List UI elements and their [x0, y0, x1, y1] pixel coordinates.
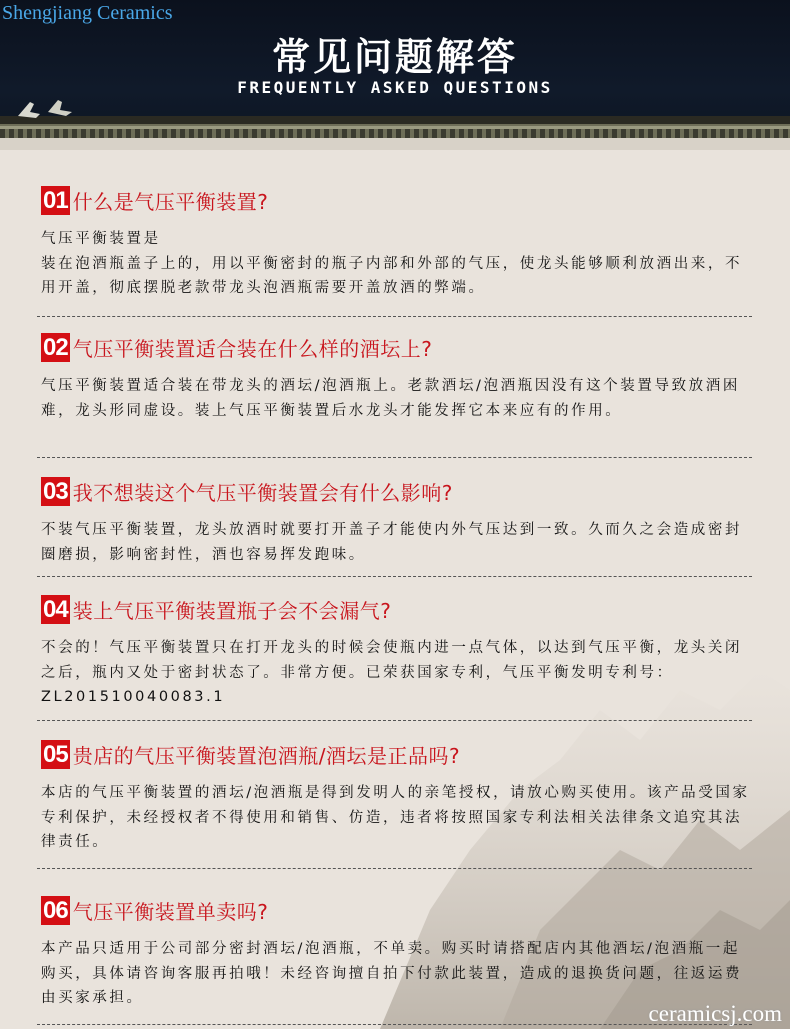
question-number-badge: 03 [43, 477, 68, 505]
answer-text: 本产品只适用于公司部分密封酒坛/泡酒瓶，不单卖。购买时请搭配店内其他酒坛/泡酒瓶一起购买，具体请咨询客服再拍哦！未经咨询擅自拍下付款此装置，造成的退换货问题，往返运费由买家承担。 [41, 941, 743, 1006]
roof-tile [153, 129, 158, 138]
roof-tile [504, 129, 509, 138]
answer-text: 不会的！气压平衡装置只在打开龙头的时候会使瓶内进一点气体，以达到气压平衡，龙头关闭之后，瓶内又处于密封状态了。非常方便。已荣获国家专利，气压平衡发明专利号：ZL201510040083.1 [41, 640, 743, 705]
roof-tile [567, 129, 572, 138]
roof-tile [747, 129, 752, 138]
roof-tile [540, 129, 545, 138]
roof-tile [603, 129, 608, 138]
roof-tile [612, 129, 617, 138]
answer-text: 本店的气压平衡装置的酒坛/泡酒瓶是得到发明人的亲笔授权，请放心购买使用。该产品受国家专利保护，未经授权者不得使用和销售、仿造，违者将按照国家专利法相关法律条文追究其法律责任。 [41, 785, 750, 850]
roof-tile [522, 129, 527, 138]
roof-tile [333, 129, 338, 138]
roof-tile [171, 129, 176, 138]
roof-tile [630, 129, 635, 138]
roof-tile [108, 129, 113, 138]
roof-tile [189, 129, 194, 138]
roof-tile [585, 129, 590, 138]
roof-tile [666, 129, 671, 138]
roof-tile [783, 129, 788, 138]
roof-tile [684, 129, 689, 138]
question-text: 气压平衡装置单卖吗? [72, 899, 269, 924]
answer-text: 气压平衡装置是 装在泡酒瓶盖子上的，用以平衡密封的瓶子内部和外部的气压，使龙头能够顺利放酒出来，不用开盖，彻底摆脱老款带龙头泡酒瓶需要开盖放酒的弊端。 [41, 231, 743, 296]
roof-tile [450, 129, 455, 138]
roof-tile [558, 129, 563, 138]
roof-tiles-decoration [0, 100, 790, 150]
roof-tile [774, 129, 779, 138]
answer-text: 不装气压平衡装置，龙头放酒时就要打开盖子才能使内外气压达到一致。久而久之会造成密封圈磨损，影响密封性，酒也容易挥发跑味。 [41, 522, 743, 563]
roof-tile [711, 129, 716, 138]
roof-tile [81, 129, 86, 138]
roof-tile [441, 129, 446, 138]
question-number-badge: 04 [43, 595, 68, 623]
roof-tile [459, 129, 464, 138]
roof-tile [72, 129, 77, 138]
dashed-divider [37, 576, 752, 577]
roof-tile [342, 129, 347, 138]
roof-tile [135, 129, 140, 138]
roof-tile [198, 129, 203, 138]
header-banner [0, 0, 790, 150]
question-text: 我不想装这个气压平衡装置会有什么影响? [72, 480, 453, 505]
roof-tile [549, 129, 554, 138]
roof-tile [261, 129, 266, 138]
roof-tile [18, 129, 23, 138]
roof-tile [162, 129, 167, 138]
roof-tile [288, 129, 293, 138]
question-text: 气压平衡装置适合装在什么样的酒坛上? [72, 336, 433, 361]
roof-tile [675, 129, 680, 138]
roof-tile [468, 129, 473, 138]
roof-tile [279, 129, 284, 138]
faq-item [41, 332, 751, 423]
roof-tile [513, 129, 518, 138]
roof-tile [576, 129, 581, 138]
question-text: 贵店的气压平衡装置泡酒瓶/酒坛是正品吗? [72, 743, 461, 768]
roof-tile [0, 129, 5, 138]
roof-tile [594, 129, 599, 138]
question-text: 装上气压平衡装置瓶子会不会漏气? [72, 598, 392, 623]
dashed-divider [37, 457, 752, 458]
brand-name: Shengjiang Ceramics [2, 2, 173, 24]
roof-tile [126, 129, 131, 138]
roof-tile [432, 129, 437, 138]
roof-tile [36, 129, 41, 138]
page-subtitle: FREQUENTLY ASKED QUESTIONS [237, 78, 553, 97]
roof-tile [531, 129, 536, 138]
question-text: 什么是气压平衡装置? [72, 189, 269, 214]
roof-tile [99, 129, 104, 138]
roof-tile [693, 129, 698, 138]
roof-tile [297, 129, 302, 138]
roof-tile [315, 129, 320, 138]
roof-tile [54, 129, 59, 138]
roof-tile [9, 129, 14, 138]
page-title: 常见问题解答 [271, 35, 518, 79]
roof-tile [369, 129, 374, 138]
roof-tile [396, 129, 401, 138]
roof-tile [477, 129, 482, 138]
roof-tile [639, 129, 644, 138]
roof-tile [414, 129, 419, 138]
roof-tile [90, 129, 95, 138]
roof-tile [729, 129, 734, 138]
roof-tile [738, 129, 743, 138]
roof-tile [657, 129, 662, 138]
roof-tile [306, 129, 311, 138]
roof-tile [234, 129, 239, 138]
faq-item [41, 739, 751, 855]
dashed-divider [37, 316, 752, 317]
faq-item [41, 185, 751, 301]
roof-tile [225, 129, 230, 138]
roof-tile [207, 129, 212, 138]
answer-text: 气压平衡装置适合装在带龙头的酒坛/泡酒瓶上。老款酒坛/泡酒瓶因没有这个装置导致放酒困难，龙头形同虚设。装上气压平衡装置后水龙头才能发挥它本来应有的作用。 [41, 378, 740, 419]
dashed-divider [37, 1024, 752, 1025]
roof-tile [621, 129, 626, 138]
roof-tile [216, 129, 221, 138]
roof-tile [756, 129, 761, 138]
roof-tile [180, 129, 185, 138]
roof-tile [720, 129, 725, 138]
roof-tile [702, 129, 707, 138]
dashed-divider [37, 868, 752, 869]
roof-tile [495, 129, 500, 138]
roof-tile [387, 129, 392, 138]
roof-tile [27, 129, 32, 138]
roof-tile [423, 129, 428, 138]
roof-tile [405, 129, 410, 138]
roof-tile [270, 129, 275, 138]
roof-tile [144, 129, 149, 138]
roof-tile [486, 129, 491, 138]
bird-ornaments-icon [18, 100, 72, 118]
roof-tile [324, 129, 329, 138]
roof-tile [243, 129, 248, 138]
faq-item [41, 895, 751, 1011]
roof-tile [360, 129, 365, 138]
roof-tile [252, 129, 257, 138]
roof-tile [648, 129, 653, 138]
roof-tile [45, 129, 50, 138]
question-number-badge: 02 [43, 333, 68, 361]
roof-tile [63, 129, 68, 138]
roof-tile [117, 129, 122, 138]
question-number-badge: 05 [43, 740, 68, 768]
roof-tile [351, 129, 356, 138]
roof-tile [378, 129, 383, 138]
faq-item [41, 594, 751, 710]
roof-tile [765, 129, 770, 138]
question-number-badge: 01 [43, 186, 68, 214]
faq-item [41, 476, 751, 567]
dashed-divider [37, 720, 752, 721]
faq-content [0, 150, 790, 1029]
question-number-badge: 06 [43, 896, 68, 924]
watermark-text: ceramicsj.com [648, 1001, 782, 1026]
